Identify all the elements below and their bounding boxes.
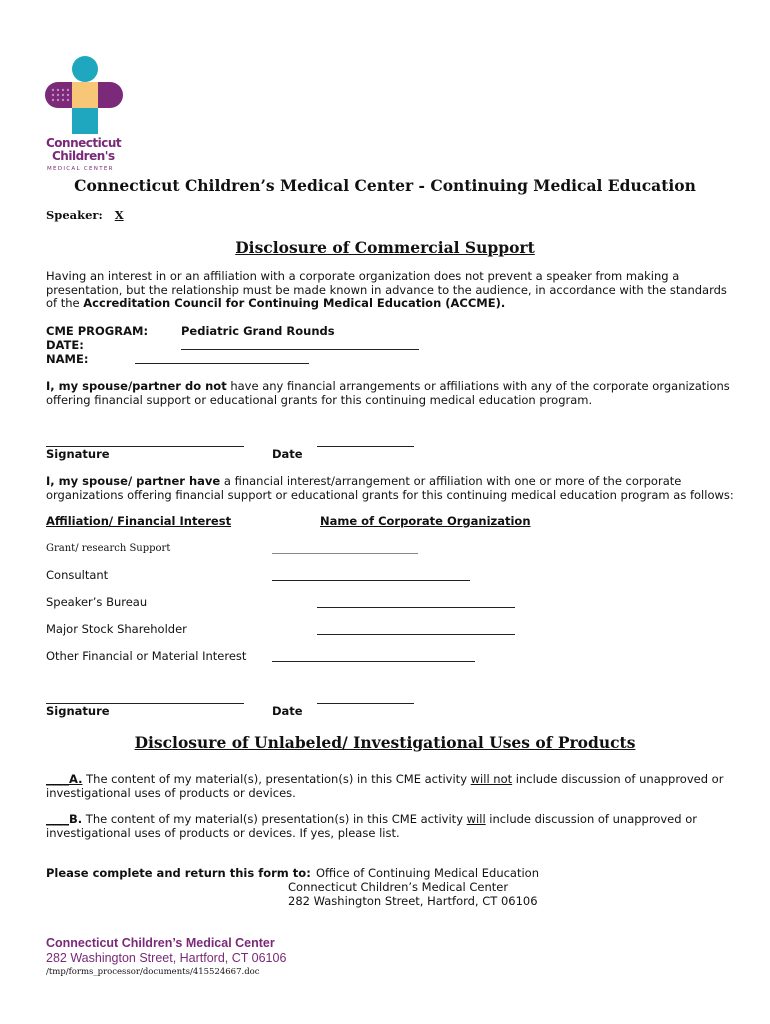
intro-bold: Accreditation Council for Continuing Medical Education (ACCME). [83, 296, 506, 310]
has-interest-text: a financial interest/arrangement or affiliation with one or more of the corporate organizations offering financial support or educational grants for this continuing medical education program as follows: [46, 474, 734, 502]
footer-org: Connecticut Children’s Medical Center [46, 936, 275, 950]
speaker-label: Speaker: [46, 208, 103, 222]
footer-address: 282 Washington Street, Hartford, CT 06106 [46, 951, 287, 965]
item-other: Other Financial or Material Interest [46, 649, 247, 663]
item-consultant-line[interactable] [272, 580, 470, 581]
item-consultant: Consultant [46, 568, 109, 582]
no-interest-statement [46, 380, 736, 407]
option-a-underline: will not [470, 772, 513, 786]
option-a-text1: The content of my material(s), presentation(s) in this CME activity [82, 772, 471, 786]
item-speakers-bureau-line[interactable] [317, 607, 515, 608]
return-line2: Connecticut Children’s Medical Center [288, 880, 509, 894]
option-a [46, 773, 736, 800]
intro-paragraph [46, 270, 736, 311]
item-stock-line[interactable] [317, 634, 515, 635]
date-field-line[interactable] [181, 349, 419, 350]
item-speakers-bureau: Speaker’s Bureau [46, 595, 148, 609]
date-label-1: Date [272, 447, 303, 461]
name-label: NAME: [46, 352, 89, 366]
no-interest-text: have any financial arrangements or affiliations with any of the corporate organizations offering financial support or educational grants for this continuing medical education program. [46, 379, 730, 407]
date-label: DATE: [46, 338, 84, 352]
page-title: Connecticut Children’s Medical Center - Continuing Medical Education [74, 176, 696, 195]
item-stock: Major Stock Shareholder [46, 622, 187, 636]
no-interest-bold: I, my spouse/partner do not [46, 379, 227, 393]
option-a-label: A. [69, 772, 83, 786]
has-interest-bold: I, my spouse/ partner have [46, 474, 221, 488]
option-b [46, 813, 736, 840]
item-grant-line[interactable] [272, 553, 418, 554]
signature-label-2: Signature [46, 704, 110, 718]
option-b-text1: The content of my material(s) presentation(s) in this CME activity [82, 812, 467, 826]
option-b-text2: include discussion of unapproved or investigational uses of products or devices. If yes, please list. [46, 812, 697, 840]
col-org-header: Name of Corporate Organization [320, 514, 531, 528]
footer-path: /tmp/forms_processor/documents/415524667.doc [46, 967, 260, 977]
name-field-line[interactable] [135, 363, 309, 364]
commercial-support-heading: Disclosure of Commercial Support [235, 238, 535, 257]
return-label: Please complete and return this form to: [46, 866, 311, 880]
speaker-row [46, 208, 124, 222]
col-affiliation-header: Affiliation/ Financial Interest [46, 514, 232, 528]
return-line3: 282 Washington Street, Hartford, CT 06106 [288, 894, 538, 908]
option-b-blank[interactable]: ____ [46, 812, 69, 826]
item-other-line[interactable] [272, 661, 475, 662]
item-grant: Grant/ research Support [46, 543, 171, 554]
intro-text: Having an interest in or an affiliation with a corporate organization does not prevent a speaker from making a presentation, but the relationship must be made known in advance to the audience, in accordance with the standards of the [46, 269, 727, 310]
date-line-2[interactable] [317, 703, 414, 704]
signature-label-1: Signature [46, 447, 110, 461]
program-label: CME PROGRAM: [46, 324, 149, 338]
logo-text-line1: Connecticut [46, 136, 122, 150]
option-a-blank[interactable]: ____ [46, 772, 69, 786]
logo-cross-icon [44, 54, 128, 136]
unlabeled-uses-heading: Disclosure of Unlabeled/ Investigational Uses of Products [134, 733, 636, 752]
date-line-1[interactable] [317, 446, 414, 447]
logo-text-line3: MEDICAL CENTER [47, 166, 114, 172]
option-b-label: B. [69, 812, 83, 826]
option-b-underline: will [466, 812, 486, 826]
return-line1: Office of Continuing Medical Education [316, 866, 540, 880]
speaker-value[interactable]: X [114, 208, 124, 222]
date-label-2: Date [272, 704, 303, 718]
logo-text-line2: Children's [52, 149, 115, 163]
has-interest-statement [46, 475, 736, 502]
program-value[interactable]: Pediatric Grand Rounds [181, 324, 335, 338]
logo [44, 54, 128, 176]
option-a-text2: include discussion of unapproved or investigational uses of products or devices. [46, 772, 724, 800]
